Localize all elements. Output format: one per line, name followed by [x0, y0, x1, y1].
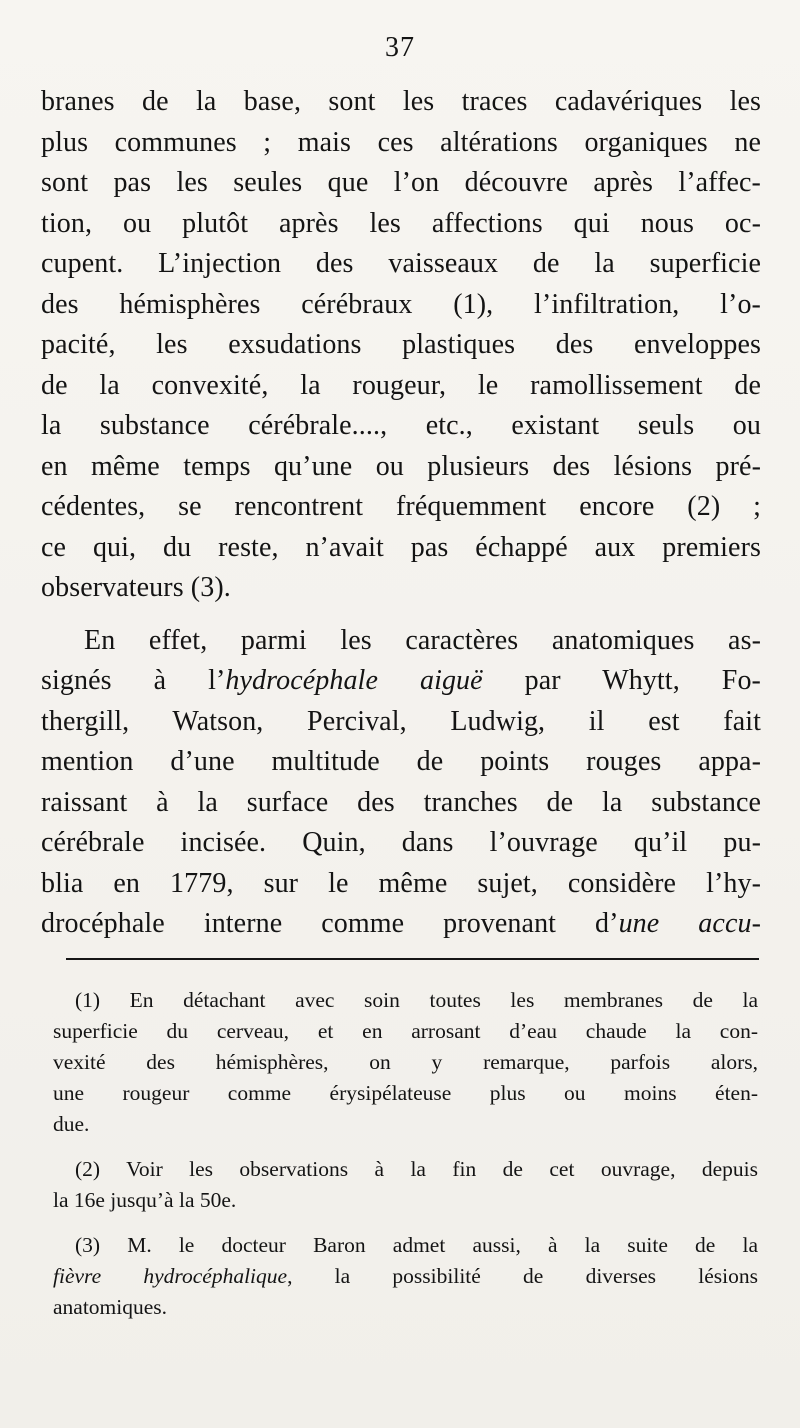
text-line: sont pas les seules que l’on découvre après l’affec-: [41, 167, 761, 198]
footnote-gap: [53, 1216, 758, 1230]
text-line: observateurs (3).: [41, 572, 231, 603]
page-number: 37: [385, 32, 415, 63]
text-segment: drocéphale interne comme provenant d’: [41, 908, 619, 939]
text-line: cupent. L’injection des vaisseaux de la superficie: [41, 248, 761, 279]
text-line: la substance cérébrale...., etc., existant seuls ou: [41, 410, 761, 441]
footnote-line: vexité des hémisphères, on y remarque, parfois alors,: [53, 1050, 758, 1074]
footnote-line: (2) Voir les observations à la fin de cet ouvrage, depuis: [75, 1157, 758, 1181]
text-segment: signés à l’: [41, 665, 226, 696]
main-text: [41, 82, 761, 945]
text-segment: par Whytt, Fo-: [482, 665, 761, 696]
italic-term: fièvre hydrocéphalique: [53, 1264, 288, 1288]
footnote-line: (1) En détachant avec soin toutes les membranes de la: [75, 988, 758, 1012]
italic-term: hydrocéphale aiguë: [225, 665, 483, 696]
footnote-line: superficie du cerveau, et en arrosant d’eau chaude la con-: [53, 1019, 758, 1043]
paragraph-gap: [41, 609, 761, 621]
footnote-line: (3) M. le docteur Baron admet aussi, à la suite de la: [75, 1233, 758, 1257]
footnotes: [53, 985, 758, 1323]
footnote-line: anatomiques.: [53, 1295, 168, 1319]
text-segment: , la possibilité de diverses lésions: [287, 1264, 758, 1288]
text-line: des hémisphères cérébraux (1), l’infiltration, l’o-: [41, 288, 761, 320]
text-line: tion, ou plutôt après les affections qui nous oc-: [41, 207, 761, 239]
footnote-line: la 16e jusqu’à la 50e.: [53, 1188, 237, 1212]
footnote-line: [53, 1261, 758, 1292]
text-line: blia en 1779, sur le même sujet, considère l’hy-: [41, 867, 761, 899]
text-line: [41, 904, 761, 945]
footnote-gap: [53, 1140, 758, 1154]
text-line: cédentes, se rencontrent fréquemment encore (2) ;: [41, 491, 761, 522]
text-line: de la convexité, la rougeur, le ramollissement de: [41, 369, 761, 401]
footnote-separator: [66, 958, 759, 960]
text-line: ce qui, du reste, n’avait pas échappé aux premiers: [41, 531, 761, 563]
footnote-line: une rougeur comme érysipélateuse plus ou moins éten-: [53, 1081, 758, 1105]
italic-term: une accu-: [618, 908, 761, 939]
text-line: thergill, Watson, Percival, Ludwig, il est fait: [41, 705, 761, 737]
text-line: [41, 661, 761, 702]
text-line: raissant à la surface des tranches de la substance: [41, 786, 761, 818]
footnote-line: due.: [53, 1112, 90, 1136]
text-line: pacité, les exsudations plastiques des enveloppes: [41, 329, 761, 360]
text-line: En effet, parmi les caractères anatomiques as-: [84, 624, 761, 656]
text-line: mention d’une multitude de points rouges appa-: [41, 746, 761, 777]
text-line: branes de la base, sont les traces cadavériques les: [41, 86, 761, 117]
text-line: cérébrale incisée. Quin, dans l’ouvrage qu’il pu-: [41, 827, 761, 858]
text-line: en même temps qu’une ou plusieurs des lésions pré-: [41, 450, 761, 482]
text-line: plus communes ; mais ces altérations organiques ne: [41, 126, 761, 158]
